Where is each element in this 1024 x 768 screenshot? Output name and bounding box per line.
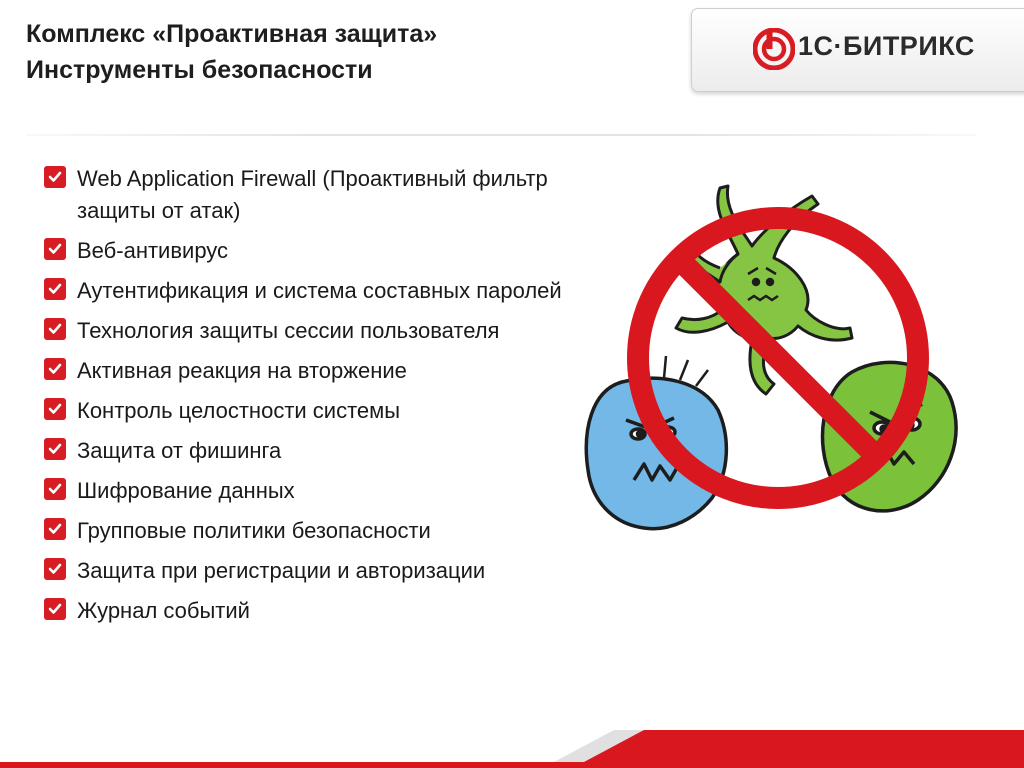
checkbox-checked-icon: [44, 438, 66, 460]
checkbox-checked-icon: [44, 166, 66, 188]
list-item-label: Журнал событий: [77, 598, 250, 623]
list-item: [44, 515, 584, 547]
no-viruses-illustration: [552, 150, 1007, 562]
list-item-label: Контроль целостности системы: [77, 398, 401, 423]
list-item-label: Веб-антивирус: [77, 238, 229, 263]
title-line-1: Комплекс «Проактивная защита»: [26, 20, 438, 48]
logo-panel: [691, 8, 1024, 92]
bitrix-logo-icon: [753, 28, 795, 70]
page-title: [26, 16, 437, 88]
checkbox-checked-icon: [44, 398, 66, 420]
footer-accent: [554, 730, 1024, 762]
list-item-label: Групповые политики безопасности: [77, 518, 431, 543]
header-divider: [26, 134, 976, 136]
list-item: [44, 555, 584, 587]
list-item: [44, 475, 584, 507]
checkbox-checked-icon: [44, 478, 66, 500]
list-item: [44, 275, 584, 307]
list-item: [44, 435, 584, 467]
list-item-label: Web Application Firewall (Проактивный фильтр защиты от атак): [77, 166, 548, 223]
list-item-label: Защита от фишинга: [77, 438, 282, 463]
checkbox-checked-icon: [44, 358, 66, 380]
list-item: [44, 595, 584, 627]
list-item: [44, 163, 584, 227]
checkbox-checked-icon: [44, 278, 66, 300]
checkbox-checked-icon: [44, 238, 66, 260]
list-item: [44, 235, 584, 267]
list-item: [44, 395, 584, 427]
list-item-label: Шифрование данных: [77, 478, 295, 503]
logo-text: 1С·БИТРИКС: [798, 31, 975, 61]
list-item-label: Активная реакция на вторжение: [77, 358, 407, 383]
title-line-2: Инструменты безопасности: [26, 56, 373, 84]
footer-bar: [0, 762, 1024, 768]
checkbox-checked-icon: [44, 318, 66, 340]
list-item: [44, 315, 584, 347]
checkbox-checked-icon: [44, 518, 66, 540]
checkbox-checked-icon: [44, 558, 66, 580]
checkbox-checked-icon: [44, 598, 66, 620]
feature-list: [44, 163, 584, 635]
list-item-label: Аутентификация и система составных паролей: [77, 278, 562, 303]
list-item-label: Защита при регистрации и авторизации: [77, 558, 486, 583]
list-item: [44, 355, 584, 387]
list-item-label: Технология защиты сессии пользователя: [77, 318, 500, 343]
